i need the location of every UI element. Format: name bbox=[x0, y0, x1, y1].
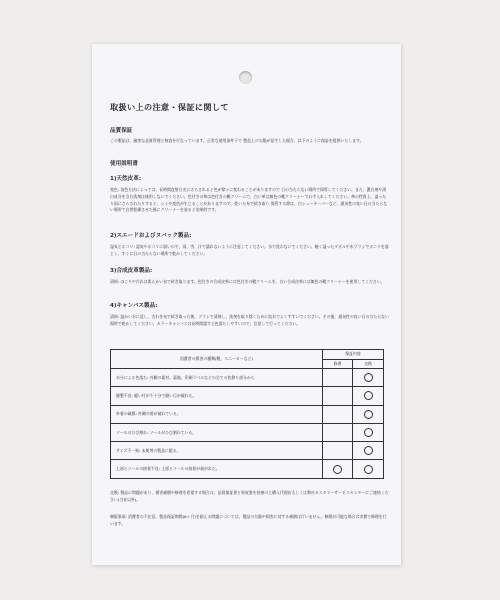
exchange-cell bbox=[353, 369, 384, 387]
damage-label: 外着の破損: 外側の着が破れている。 bbox=[111, 405, 323, 423]
card-title: 取扱い上の注意・保証に関して bbox=[110, 102, 229, 112]
section-2-text: 湿気とホコリ: 湿気やホコリに弱いので、雨、雪、汗で濡れないように注意してください。水で洗わないでください。軽く湿ったタオルや木ブラシでホコリを落とし、すぐに日の当たらない場所で乾かしてください。 bbox=[110, 244, 389, 256]
section-3-text: 清掃: ほこりや汚れは柔らかい布で拭き取ります。色付きの合成皮革には色付きの靴クリームを、白い合成皮革には無色の靴クリーナーを使用してください。 bbox=[110, 279, 385, 284]
damage-label: 縫製不良: 縫い付が不十分で縫い目が破れた。 bbox=[111, 387, 323, 405]
footnote-exchange: 交換: 製品に問題があり、損害補償や修理を希望する場合は、品質保証書と領収書を持参の上購入代理店もしくは弊社カスタマーサービスセンターにご連絡ください(当社以外)。 bbox=[110, 490, 389, 502]
section-1-text: 変色: 染色方法によっては、長時間直射日光にさらされると色が徐々に変わることがありますので 日の当たらない場所で保管してください。また、濃白剤や漂白成分を含む洗剤は使用しないでください。色付きの革は色付きの靴クリームで、白い革は無色の靴クリーナーでお手入れしてください。革の性質上、湿ったり雨にさらされたりすると、シミや変色が生じることがありますので、乾いた布で拭き取り 保管する際は、白シューキーパーなど、通気性の良い日の当たらない場所で自然乾燥させた後にクリーナーを塗ると効果的です。 bbox=[110, 187, 388, 213]
table-row bbox=[111, 387, 384, 405]
section-2-heading: 2)スエードおよびヌバック製品: bbox=[110, 233, 192, 239]
damage-label: 上部とソールの接着不良: 上部とソールの接着が剥がれた。 bbox=[111, 460, 323, 478]
section-4-text: 清掃: 温かい水に浸し、汚れを布で拭き取った後、ブラシで清掃し、洗剤を取り除くために流水でよくすすいでください。その後、通気性の良い日の当たらない場所で乾かしてください。カラーキャンバスは長時間濡すと色落ちしやすいので、注意して行ってください。 bbox=[110, 314, 389, 326]
circle-mark-icon bbox=[364, 373, 373, 382]
header-damage-type: 消費者の損害の種類(靴、スニーカーなど) bbox=[111, 350, 323, 369]
header-repair: 修理 bbox=[323, 359, 353, 369]
repair-cell bbox=[323, 405, 353, 423]
repair-cell bbox=[323, 460, 353, 478]
exchange-cell bbox=[353, 460, 384, 478]
hang-hole bbox=[239, 71, 252, 84]
warranty-table bbox=[110, 349, 384, 479]
circle-mark-icon bbox=[364, 410, 373, 419]
exchange-cell bbox=[353, 442, 384, 460]
circle-mark-icon bbox=[364, 391, 373, 400]
table-row bbox=[111, 442, 384, 460]
header-exchange: 交換 bbox=[353, 359, 384, 369]
repair-cell bbox=[323, 369, 353, 387]
repair-cell bbox=[323, 387, 353, 405]
circle-mark-icon bbox=[364, 465, 373, 474]
circle-mark-icon bbox=[364, 446, 373, 455]
exchange-cell bbox=[353, 423, 384, 441]
repair-cell bbox=[323, 423, 353, 441]
table-row bbox=[111, 460, 384, 478]
manual-heading: 使用説明書 bbox=[110, 161, 138, 167]
damage-label: 水分による色落ち: 外側の素材、裏地、印刷ラベルなどの全ての色移り部分から bbox=[111, 369, 323, 387]
exchange-cell bbox=[353, 405, 384, 423]
section-3-heading: 3)合成皮革製品: bbox=[110, 268, 153, 274]
header-warranty: 保証内容 bbox=[323, 350, 384, 360]
table-row bbox=[111, 405, 384, 423]
table-row bbox=[111, 423, 384, 441]
footnote-limitations: 制限事項: 消費者の不注意、製品保証期間(6ヶ月)を超える問題については、製品の欠陥や損害に対する補償は行いません。修理が可能な場合は実費で修理を行います。 bbox=[110, 514, 387, 526]
repair-cell bbox=[323, 442, 353, 460]
section-1-heading: 1)天然皮革: bbox=[110, 176, 142, 182]
care-card bbox=[92, 44, 401, 565]
exchange-cell bbox=[353, 387, 384, 405]
section-4-heading: 4)キャンバス製品: bbox=[110, 303, 158, 309]
quality-heading: 品質保証 bbox=[110, 128, 133, 134]
table-row bbox=[111, 369, 384, 387]
damage-label: ソールのひび割れ: ソールがひび割れている。 bbox=[111, 423, 323, 441]
circle-mark-icon bbox=[364, 428, 373, 437]
quality-text: この製品は、厳密な品質管理と検査を行なっています。正常な使用条件下で 製品上の欠陥が発生した場合、以下のように保証を提供いたします。 bbox=[110, 138, 364, 143]
circle-mark-icon bbox=[333, 465, 342, 474]
damage-label: サイズ不一致: 未使用の製品に限る。 bbox=[111, 442, 323, 460]
